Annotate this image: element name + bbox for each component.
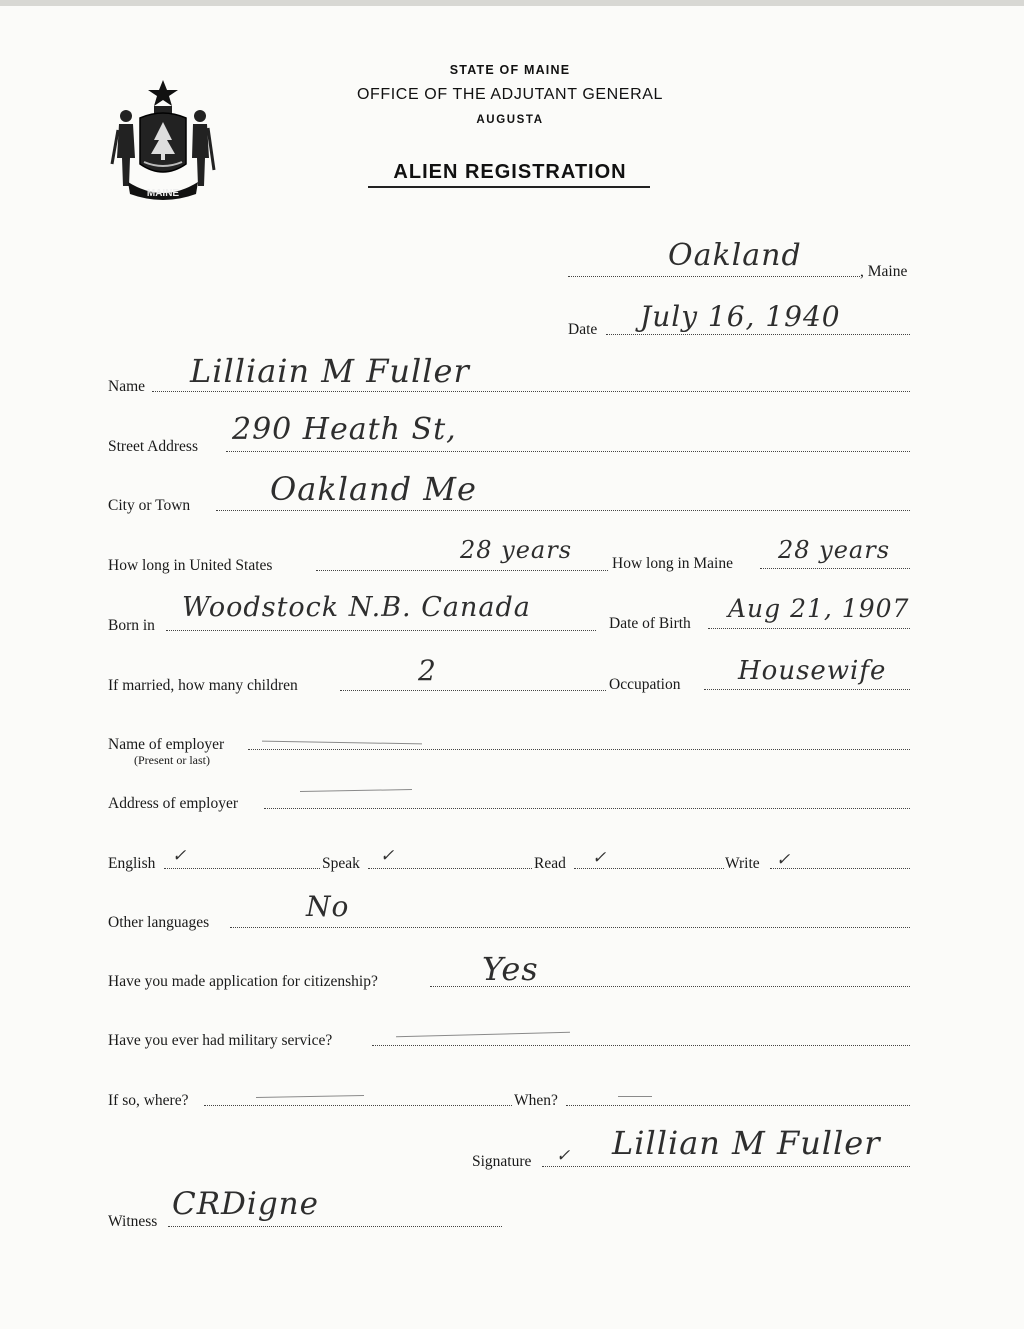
employer-address-dash xyxy=(300,789,412,792)
born-in-line xyxy=(166,630,596,631)
when-line xyxy=(566,1105,910,1106)
read-mark: ✓ xyxy=(592,848,607,868)
town-line xyxy=(568,276,860,277)
write-label: Write xyxy=(725,855,760,872)
children-value: 2 xyxy=(418,654,437,687)
years-us-line xyxy=(316,570,608,571)
years-maine-value: 28 years xyxy=(778,536,891,564)
svg-text:MAINE: MAINE xyxy=(146,188,180,199)
english-mark: ✓ xyxy=(172,846,187,866)
english-label: English xyxy=(108,855,156,872)
occupation-line xyxy=(704,689,910,690)
street-value: 290 Heath St, xyxy=(232,412,457,447)
other-languages-line xyxy=(230,927,910,928)
dob-label: Date of Birth xyxy=(609,615,691,632)
signature-label: Signature xyxy=(472,1153,532,1170)
where-label: If so, where? xyxy=(108,1092,189,1109)
military-dash xyxy=(396,1032,570,1038)
witness-label: Witness xyxy=(108,1213,158,1230)
born-in-value: Woodstock N.B. Canada xyxy=(182,592,531,623)
dob-line xyxy=(708,628,910,629)
signature-line xyxy=(542,1166,910,1167)
dob-value: Aug 21, 1907 xyxy=(728,594,910,623)
employer-address-line xyxy=(264,808,910,809)
street-line xyxy=(226,451,910,452)
when-dash xyxy=(618,1096,652,1097)
employer-name-dash xyxy=(262,741,422,745)
when-label: When? xyxy=(514,1092,558,1109)
other-languages-value: No xyxy=(306,890,350,923)
maine-seal-icon xyxy=(110,78,216,200)
years-us-label: How long in United States xyxy=(108,557,273,574)
occupation-label: Occupation xyxy=(609,676,681,693)
employer-note: (Present or last) xyxy=(134,753,210,767)
maine-label: , Maine xyxy=(860,263,908,280)
years-maine-label: How long in Maine xyxy=(612,555,733,572)
witness-value: CRDigne xyxy=(172,1186,319,1222)
citizenship-value: Yes xyxy=(482,950,539,988)
read-line xyxy=(574,868,724,869)
form-title: ALIEN REGISTRATION xyxy=(393,161,627,183)
employer-address-label: Address of employer xyxy=(108,795,238,812)
employer-name-label: Name of employer xyxy=(108,736,225,753)
street-label: Street Address xyxy=(108,438,198,455)
name-label: Name xyxy=(108,378,146,395)
read-label: Read xyxy=(534,855,566,872)
city-heading: AUGUSTA xyxy=(476,114,544,126)
years-maine-line xyxy=(760,568,910,569)
write-line xyxy=(770,868,910,869)
town-value: Oakland xyxy=(668,238,802,273)
where-line xyxy=(204,1105,512,1106)
english-line xyxy=(164,868,320,869)
name-line xyxy=(152,391,910,392)
speak-line xyxy=(368,868,532,869)
military-label: Have you ever had military service? xyxy=(108,1032,333,1049)
speak-mark: ✓ xyxy=(380,846,395,866)
children-label: If married, how many children xyxy=(108,677,298,694)
other-languages-label: Other languages xyxy=(108,914,210,931)
scan-edge xyxy=(0,0,1024,6)
city-town-value: Oakland Me xyxy=(270,470,477,508)
date-label: Date xyxy=(568,321,598,338)
years-us-value: 28 years xyxy=(460,536,573,564)
signature-check: ✓ xyxy=(556,1146,571,1166)
children-line xyxy=(340,690,606,691)
state-heading: STATE OF MAINE xyxy=(449,63,571,77)
date-value: July 16, 1940 xyxy=(640,300,841,333)
city-town-line xyxy=(216,510,910,511)
witness-line xyxy=(168,1226,502,1227)
date-line xyxy=(606,334,910,335)
city-town-label: City or Town xyxy=(108,497,191,514)
born-in-label: Born in xyxy=(108,617,155,634)
title-underline xyxy=(368,186,650,188)
speak-label: Speak xyxy=(322,855,360,872)
write-mark: ✓ xyxy=(776,850,791,870)
citizenship-label: Have you made application for citizenship? xyxy=(108,973,378,990)
signature-value: Lillian M Fuller xyxy=(612,1124,881,1162)
name-value: Lilliain M Fuller xyxy=(190,352,470,390)
occupation-value: Housewife xyxy=(738,656,887,686)
office-heading: OFFICE OF THE ADJUTANT GENERAL xyxy=(356,86,664,103)
where-dash xyxy=(256,1095,364,1098)
military-line xyxy=(372,1045,910,1046)
employer-name-line xyxy=(248,749,910,750)
